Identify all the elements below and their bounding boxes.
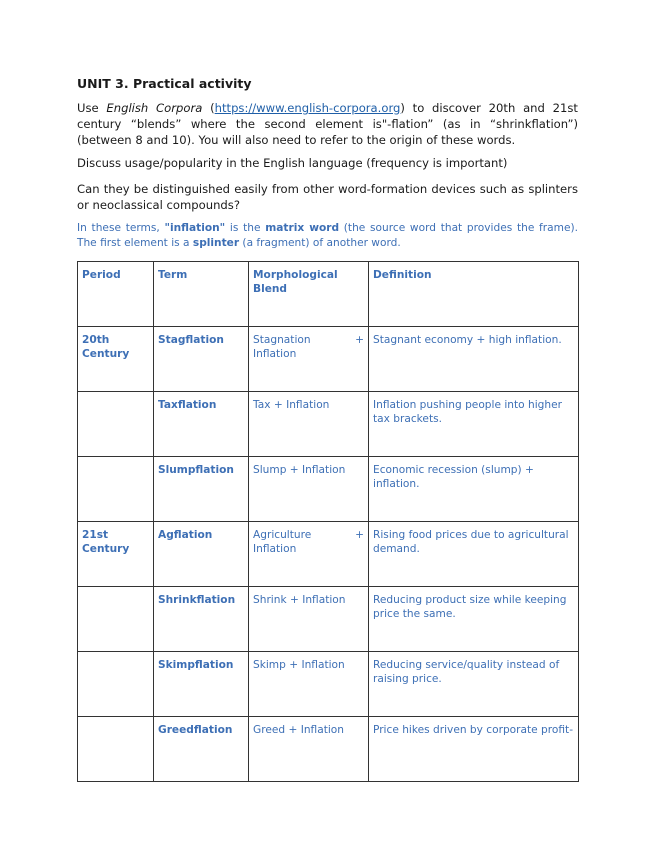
cell-term: Skimpflation	[154, 652, 249, 717]
note-bold-splinter: splinter	[192, 237, 240, 249]
table-row	[78, 392, 579, 457]
note-bold-inflation: "inflation"	[164, 222, 226, 234]
cell-blend: Shrink + Inflation	[249, 587, 369, 652]
cell-blend-text: Stagnation + Inflation	[253, 334, 364, 360]
table-row	[78, 457, 579, 522]
unit-heading: UNIT 3. Practical activity	[77, 76, 252, 91]
cell-definition: Reducing service/quality instead of raising price.	[369, 652, 579, 717]
cell-blend-text: Agriculture + Inflation	[253, 529, 364, 555]
intro-text-open-paren: (	[202, 101, 215, 115]
table-row	[78, 587, 579, 652]
intro-paragraph-corpus	[77, 100, 578, 148]
cell-blend: Skimp + Inflation	[249, 652, 369, 717]
cell-period: 20th Century	[78, 327, 154, 392]
cell-blend: Greed + Inflation	[249, 717, 369, 782]
cell-period	[78, 457, 154, 522]
intro-paragraph-question: Can they be distinguished easily from other word-formation devices such as splinters or neoclassical compounds?	[77, 182, 578, 212]
header-term: Term	[154, 262, 249, 327]
note-text-2: is the	[225, 222, 266, 234]
cell-term: Greedflation	[154, 717, 249, 782]
cell-period	[78, 392, 154, 457]
intro-paragraph-usage: Discuss usage/popularity in the English language (frequency is important)	[77, 156, 508, 170]
cell-blend: Slump + Inflation	[249, 457, 369, 522]
corpus-name: English Corpora	[106, 101, 203, 115]
cell-period: 21st Century	[78, 522, 154, 587]
cell-term: Stagflation	[154, 327, 249, 392]
cell-blend	[249, 522, 369, 587]
cell-term: Shrinkflation	[154, 587, 249, 652]
note-bold-matrix-word: matrix word	[265, 222, 340, 234]
cell-term: Slumpflation	[154, 457, 249, 522]
table-row	[78, 327, 579, 392]
table-row	[78, 652, 579, 717]
cell-definition: Rising food prices due to agricultural demand.	[369, 522, 579, 587]
note-text-1: In these terms,	[77, 222, 165, 234]
cell-blend	[249, 327, 369, 392]
corpus-link[interactable]: https://www.english-corpora.org	[214, 101, 401, 115]
header-period: Period	[78, 262, 154, 327]
note-text-3: (the source word that provides the frame). The first element is a	[77, 222, 578, 249]
header-morphological-blend: Morphological Blend	[249, 262, 369, 327]
table-header-row	[78, 262, 579, 327]
cell-definition: Stagnant economy + high inflation.	[369, 327, 579, 392]
table-row	[78, 717, 579, 782]
cell-definition: Economic recession (slump) + inflation.	[369, 457, 579, 522]
table-row	[78, 522, 579, 587]
cell-period	[78, 587, 154, 652]
blends-table	[77, 261, 579, 782]
intro-text-rest: ) to discover 20th and 21st century “blends” where the second element is"-flation” (as in “shrinkflation”) (between 8 and 10). You will also need to refer to the origin of these words.	[77, 101, 578, 147]
header-definition: Definition	[369, 262, 579, 327]
cell-definition: Reducing product size while keeping price the same.	[369, 587, 579, 652]
cell-term: Agflation	[154, 522, 249, 587]
intro-text-start: Use	[77, 101, 107, 115]
cell-definition: Inflation pushing people into higher tax brackets.	[369, 392, 579, 457]
cell-definition: Price hikes driven by corporate profit-	[369, 717, 579, 782]
cell-period	[78, 717, 154, 782]
cell-period	[78, 652, 154, 717]
matrix-word-note	[77, 221, 578, 251]
note-text-4: (a fragment) of another word.	[239, 237, 401, 249]
cell-blend: Tax + Inflation	[249, 392, 369, 457]
cell-term: Taxflation	[154, 392, 249, 457]
